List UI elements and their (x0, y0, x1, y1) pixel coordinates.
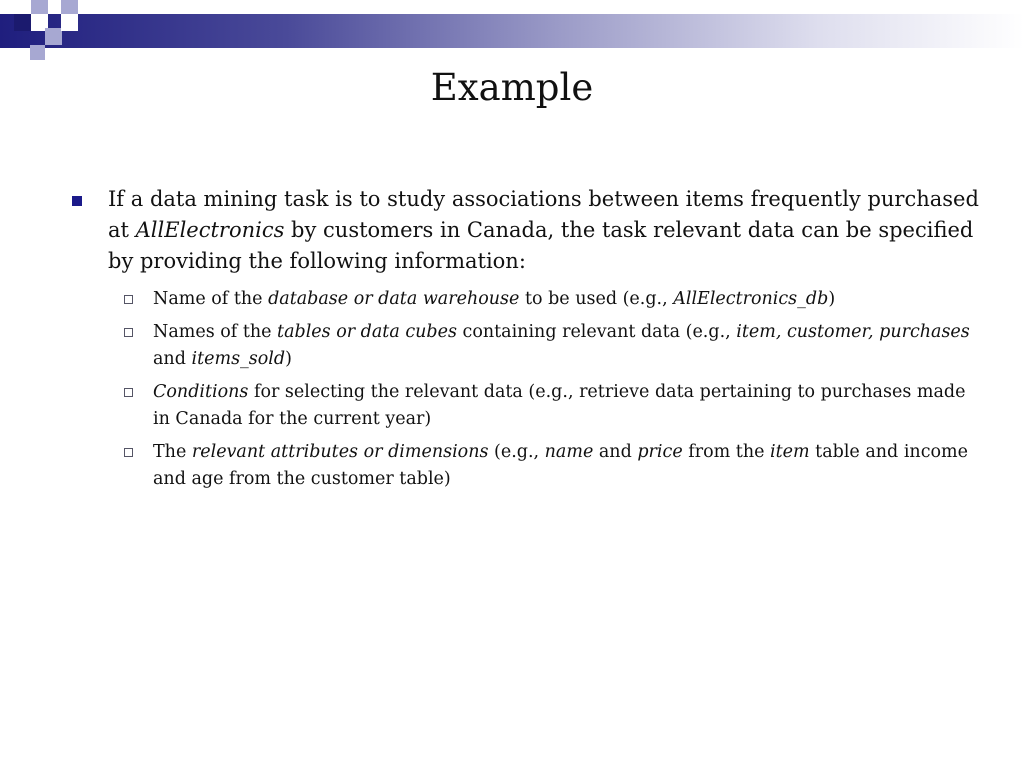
sub-emphasis: items_sold (191, 349, 286, 369)
hollow-square-bullet-icon (124, 448, 133, 457)
sub-text: for selecting the relevant data (e.g., retrieve data pertaining to purchases made in Canada for the current year) (153, 382, 966, 429)
header-gradient-bar (0, 14, 1024, 48)
intro-text-end: by customers in Canada, the task relevant data can be specified by providing the following information: (108, 218, 974, 273)
sub-bullet-item (124, 439, 982, 493)
decor-square (30, 45, 45, 60)
sub-text: The (153, 442, 192, 462)
sub-text: and (153, 349, 192, 369)
sub-emphasis: Conditions (153, 382, 249, 402)
sub-text: (e.g., (488, 442, 545, 462)
sub-emphasis: database or data warehouse (268, 289, 520, 309)
sub-emphasis: name (544, 442, 594, 462)
hollow-square-bullet-icon (124, 388, 133, 397)
sub-emphasis: tables or data cubes (277, 322, 457, 342)
main-bullet-item (72, 184, 982, 493)
sub-text: ) (285, 349, 292, 369)
sub-bullet-item (124, 379, 982, 433)
sub-bullet-list (108, 286, 982, 493)
sub-emphasis: relevant attributes or dimensions (191, 442, 489, 462)
sub-emphasis: item (770, 442, 810, 462)
sub-text: table and income and age from the customer table) (153, 442, 968, 489)
sub-emphasis: AllElectronics_db (673, 289, 829, 309)
sub-text: to be used (e.g., (519, 289, 674, 309)
sub-emphasis: item, customer, purchases (736, 322, 970, 342)
sub-text: ) (828, 289, 836, 309)
hollow-square-bullet-icon (124, 295, 133, 304)
sub-text: from the (682, 442, 771, 462)
sub-text: Names of the (153, 322, 278, 342)
square-bullet-icon (72, 196, 82, 206)
sub-text: containing relevant data (e.g., (456, 322, 737, 342)
sub-bullet-item (124, 319, 982, 373)
sub-text: Name of the (153, 289, 269, 309)
decor-square (45, 28, 62, 45)
slide-content (72, 184, 982, 499)
slide-title: Example (430, 66, 594, 109)
sub-bullet-item (124, 286, 982, 313)
intro-emphasis: AllElectronics (135, 218, 285, 242)
sub-text: and (593, 442, 638, 462)
hollow-square-bullet-icon (124, 328, 133, 337)
decor-square (14, 14, 31, 31)
sub-emphasis: price (637, 442, 683, 462)
decor-square (61, 14, 78, 31)
intro-text: If a data mining task is to study associations between items frequently purchased at (108, 187, 979, 242)
